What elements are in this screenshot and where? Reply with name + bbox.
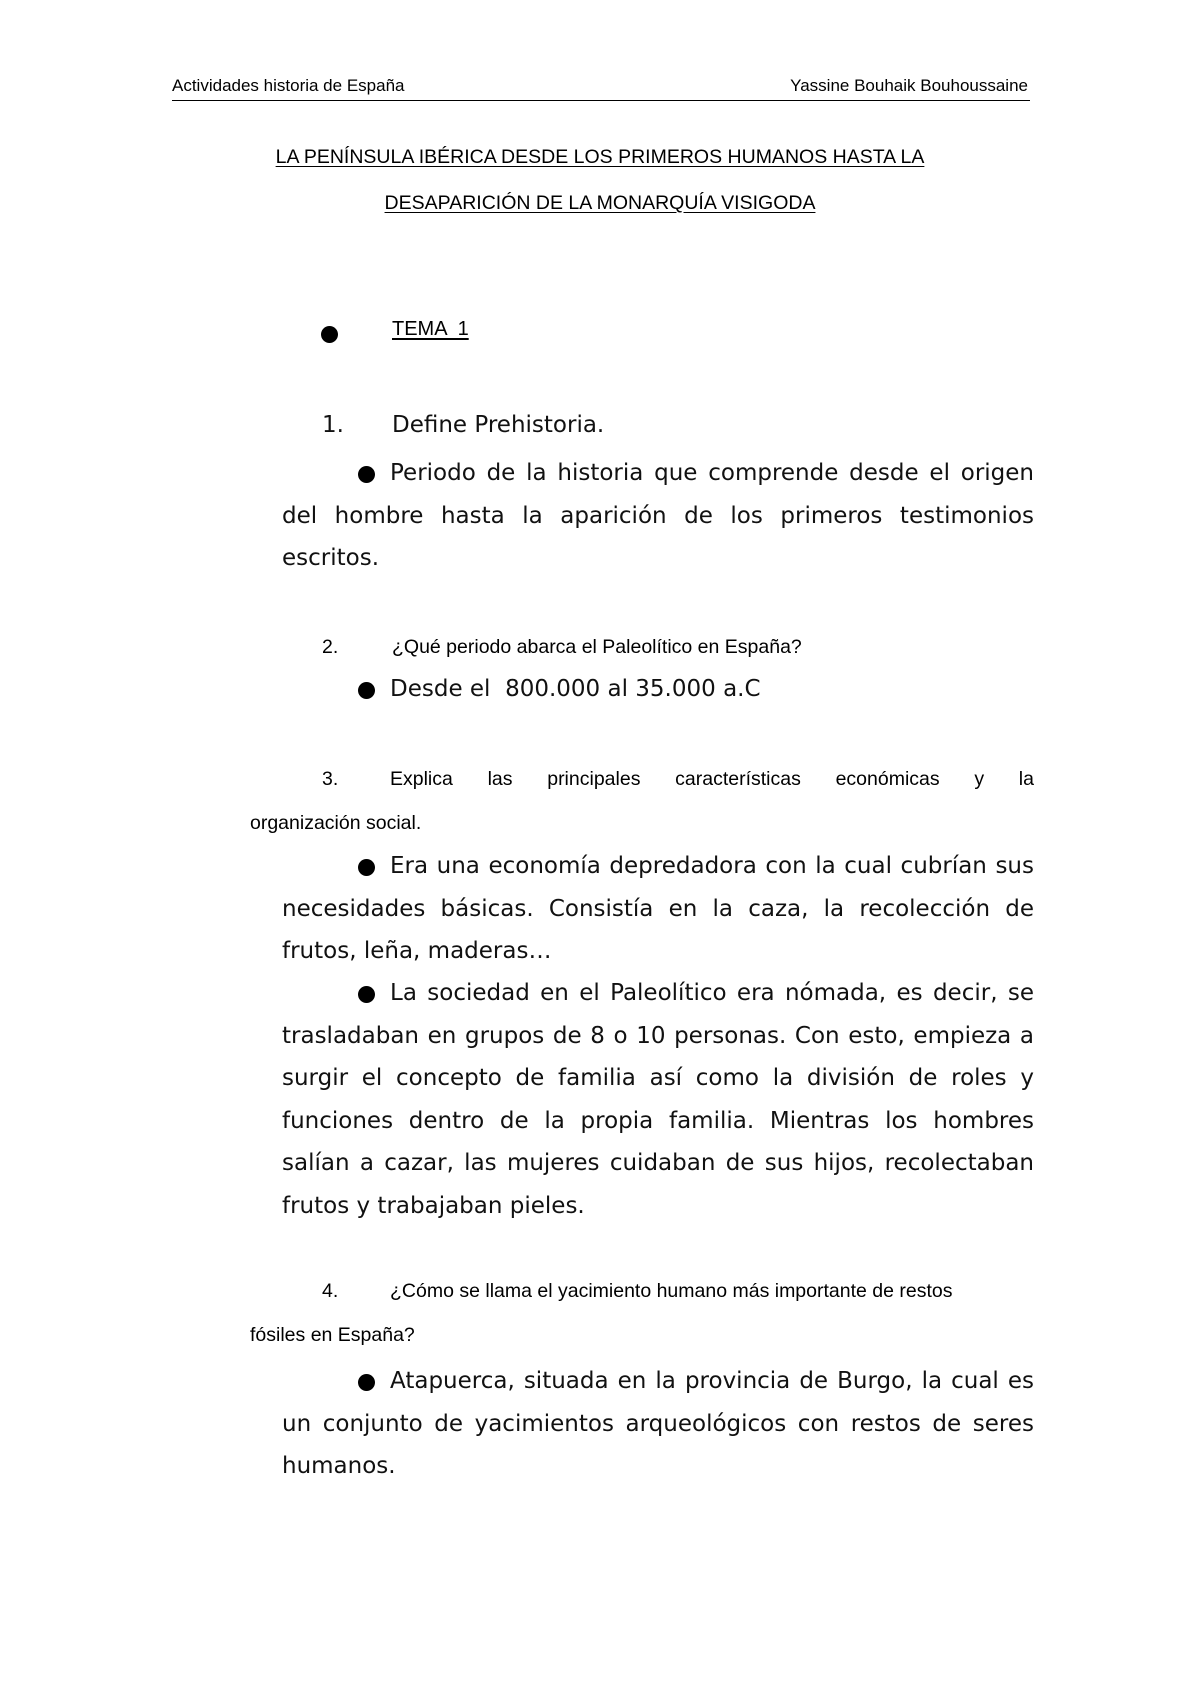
tema-bullet-icon — [321, 326, 338, 343]
answer-1-text: Periodo de la historia que comprende desde el origen del hombre hasta la aparición de los primeros testimonios escritos. — [282, 460, 1034, 571]
question-3-text-line-2: organización social. — [250, 812, 422, 834]
question-4-number: 4. — [322, 1280, 339, 1302]
question-3-text-line-1: Explica las principales características económicas y la — [390, 768, 1034, 790]
question-4-text-line-1: ¿Cómo se llama el yacimiento humano más importante de restos — [390, 1280, 953, 1302]
question-3-number: 3. — [322, 768, 339, 790]
question-4-text-line-2: fósiles en España? — [250, 1324, 415, 1346]
document-title-line-2: DESAPARICIÓN DE LA MONARQUÍA VISIGODA — [384, 192, 816, 214]
page-header — [172, 74, 1030, 101]
answer-4-text: Atapuerca, situada en la provincia de Burgo, la cual es un conjunto de yacimientos arqueológicos con restos de seres humanos. — [282, 1368, 1034, 1479]
answer-3a-text: Era una economía depredadora con la cual cubrían sus necesidades básicas. Consistía en la caza, la recolección de frutos, leña, maderas… — [282, 853, 1034, 964]
section-heading-tema: TEMA 1 — [392, 318, 469, 340]
question-1-text: Define Prehistoria. — [392, 412, 605, 438]
question-2-number: 2. — [322, 636, 339, 658]
header-author-name: Yassine Bouhaik Bouhoussaine — [790, 76, 1028, 95]
header-course-title: Actividades historia de España — [172, 76, 405, 95]
document-title-line-1: LA PENÍNSULA IBÉRICA DESDE LOS PRIMEROS HUMANOS HASTA LA — [275, 146, 925, 168]
answer-2-text: Desde el 800.000 al 35.000 a.C — [390, 676, 761, 702]
answer-3b-text: La sociedad en el Paleolítico era nómada, es decir, se trasladaban en grupos de 8 o 10 personas. Con esto, empieza a surgir el concepto de familia así como la división de roles y funciones dentro de la propia familia. Mientras los hombres salían a cazar, las mujeres cuidaban de sus hijos, recolectaban frutos y trabajaban pieles. — [282, 980, 1034, 1219]
question-1-number: 1. — [322, 412, 344, 438]
question-2-text: ¿Qué periodo abarca el Paleolítico en España? — [392, 636, 802, 658]
answer-2-bullet-icon — [358, 682, 375, 699]
